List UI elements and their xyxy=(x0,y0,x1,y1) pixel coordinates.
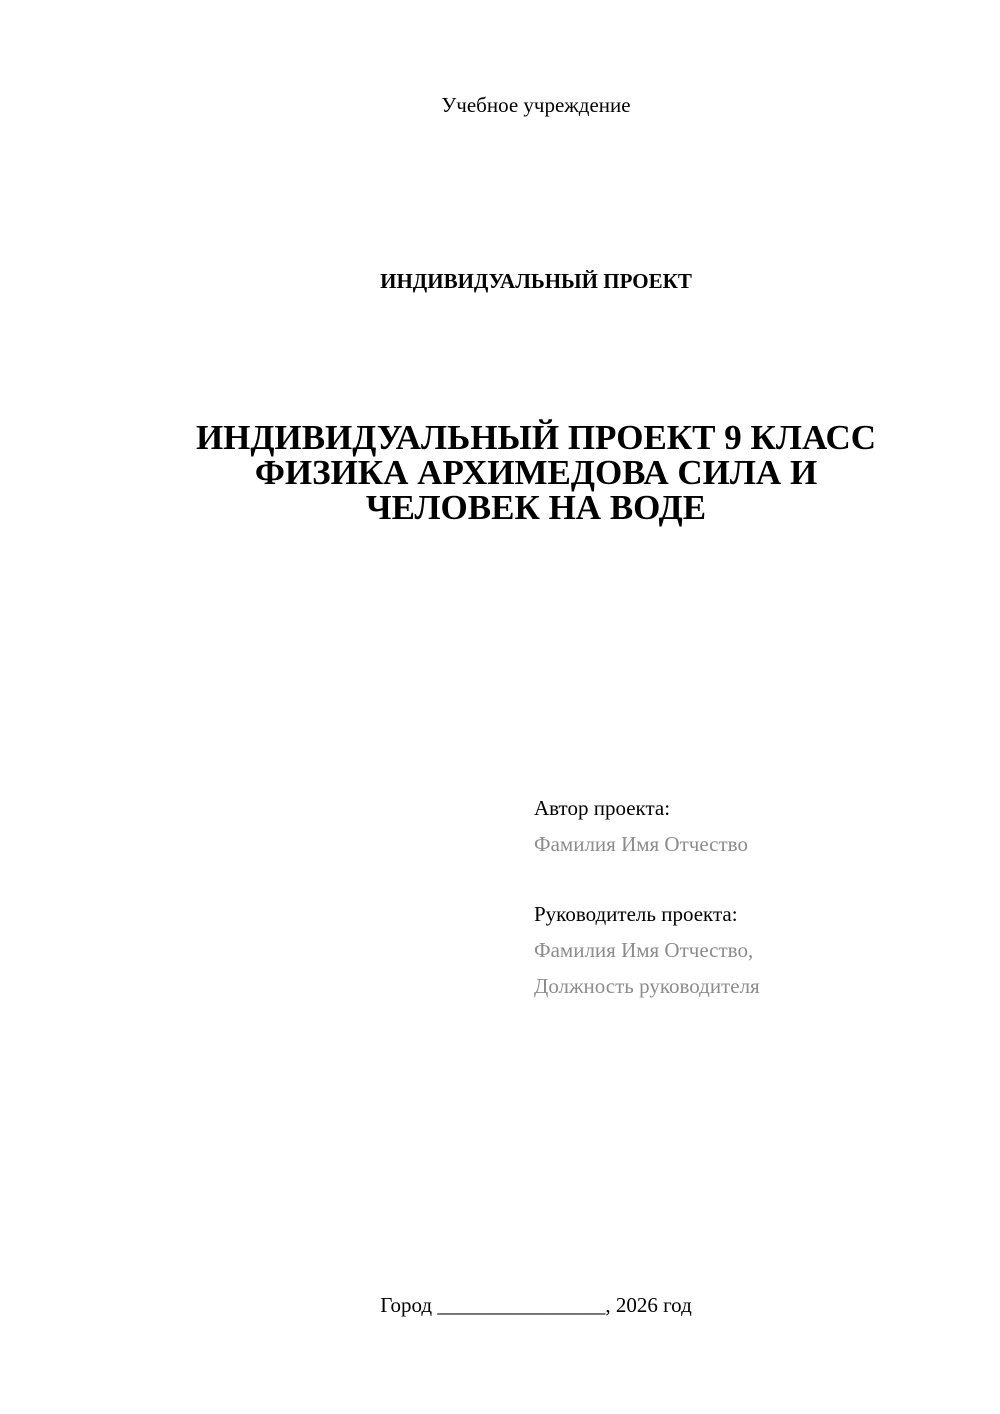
credits-spacer xyxy=(534,862,974,896)
project-title-line-3: ЧЕЛОВЕК НА ВОДЕ xyxy=(365,488,707,527)
supervisor-position-placeholder: Должность руководителя xyxy=(534,974,760,998)
author-name-placeholder: Фамилия Имя Отчество xyxy=(534,832,748,856)
author-label: Автор проекта: xyxy=(534,796,671,820)
document-type: ИНДИВИДУАЛЬНЫЙ ПРОЕКТ xyxy=(380,269,692,293)
project-title xyxy=(100,420,972,525)
institution-name: Учебное учреждение xyxy=(441,93,631,117)
project-title-line-2: ФИЗИКА АРХИМЕДОВА СИЛА И xyxy=(254,453,818,492)
project-title-line-1: ИНДИВИДУАЛЬНЫЙ ПРОЕКТ 9 КЛАСС xyxy=(195,418,877,457)
city-year-line: Город ________________, 2026 год xyxy=(380,1293,692,1317)
credits-block xyxy=(534,790,974,1004)
supervisor-name-placeholder: Фамилия Имя Отчество, xyxy=(534,938,754,962)
supervisor-label: Руководитель проекта: xyxy=(534,902,738,926)
